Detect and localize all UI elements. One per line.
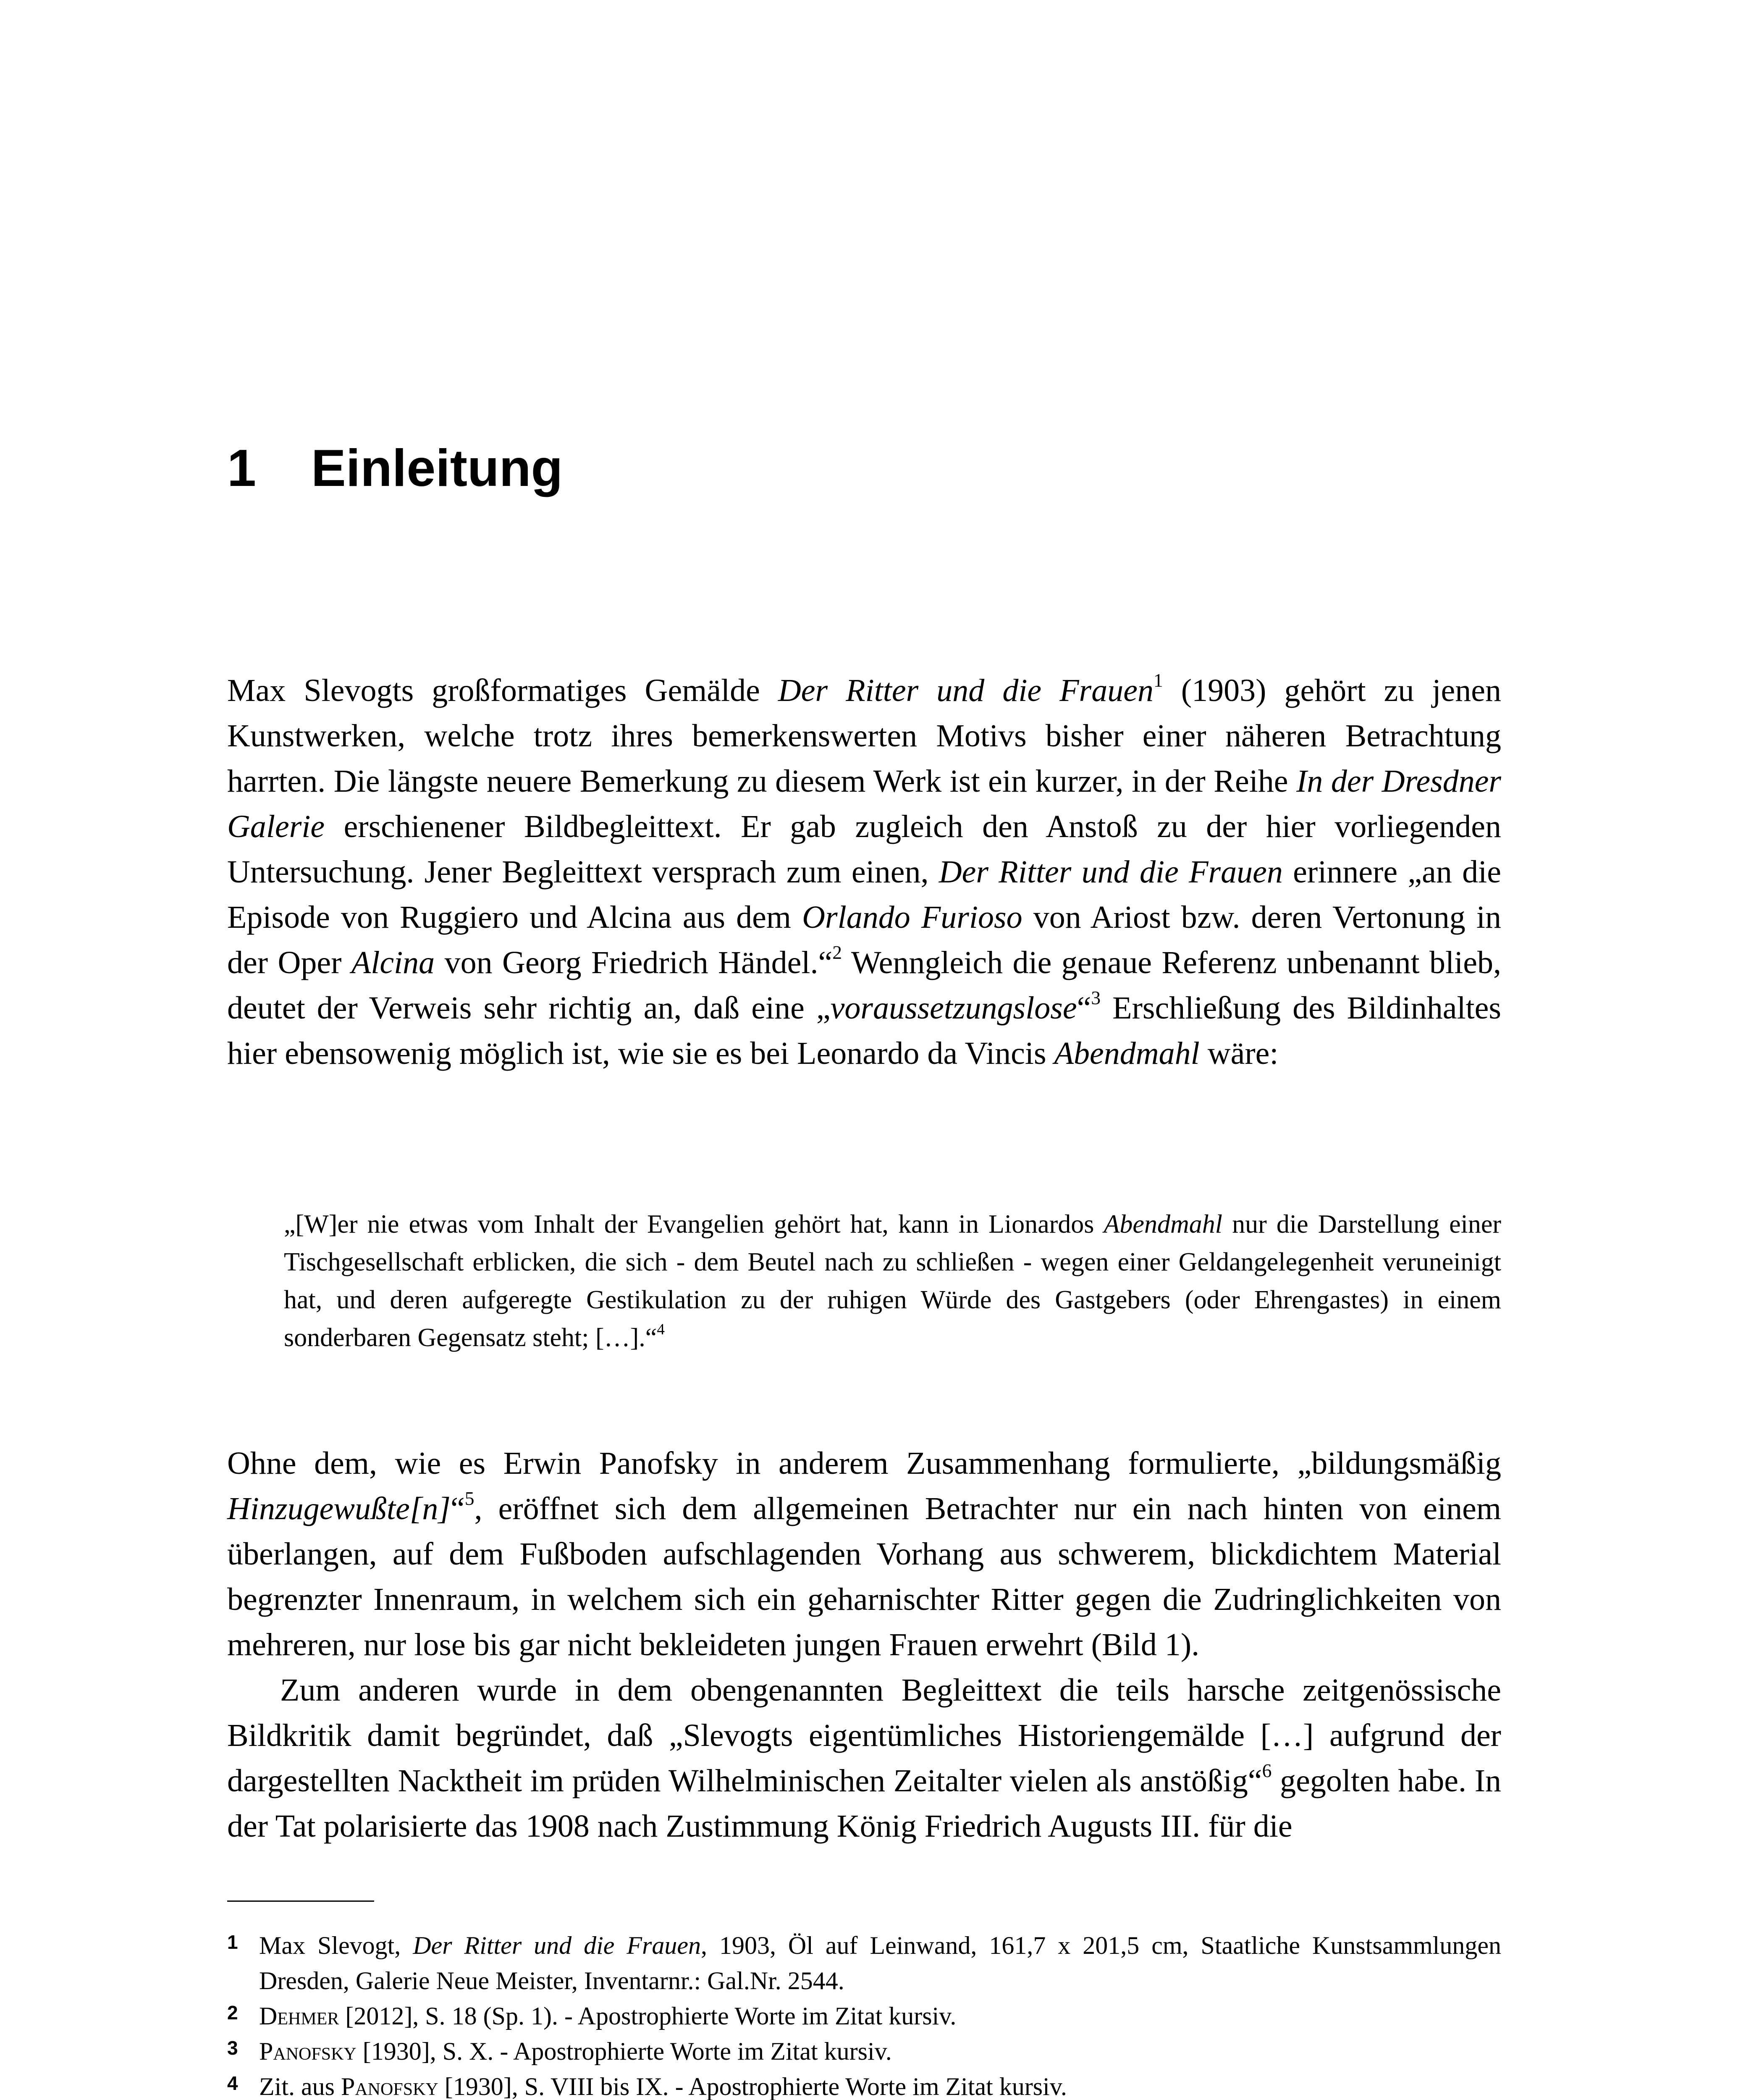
text-run: [2012], S. 18 (Sp. 1). - Apostrophierte Worte im Zitat kursiv.: [339, 2002, 957, 2030]
footnote-ref[interactable]: 6: [1262, 1759, 1272, 1781]
text-run: nur die Darstellung einer Tischgesellschaft erblicken, die sich - dem Beutel nach zu schließen - wegen einer Geldangelegenheit veruneinigt hat, und deren aufgeregte Gestikulation zu der ruhigen Würde des Gastgebers (oder Ehrengastes) in einem sonderbaren Gegensatz steht; […].“: [284, 1210, 1502, 1352]
text-run: wäre:: [1199, 1036, 1279, 1071]
chapter-number: 1: [227, 439, 256, 497]
footnote-ref[interactable]: 1: [1153, 669, 1163, 691]
footnote-ref[interactable]: 4: [657, 1321, 665, 1339]
text-run: erinnere „an die Episode von Ruggiero und Alcina aus dem: [227, 854, 1502, 935]
footnote-4: [227, 2069, 1501, 2100]
paragraph-intro: [227, 668, 1501, 1076]
author-name: Panofsky: [259, 2037, 357, 2065]
text-run: gegolten habe. In der Tat polarisierte das 1908 nach Zustimmung König Friedrich Augusts III. für die: [227, 1763, 1501, 1844]
footnote-number: 3: [227, 2037, 238, 2059]
text-run: Zit. aus: [259, 2073, 341, 2100]
text-run: Wenngleich die genaue Referenz unbenannt blieb, deutet der Verweis sehr richtig an, daß eine „: [227, 945, 1501, 1026]
footnote-ref[interactable]: 2: [832, 941, 842, 963]
quoted-term: voraussetzungslose: [830, 990, 1077, 1026]
footnote-number: 4: [227, 2072, 238, 2094]
chapter-title: Einleitung: [311, 439, 563, 497]
artwork-title: Der Ritter und die Frauen: [778, 673, 1154, 708]
paragraph-panofsky: [227, 1441, 1501, 1667]
work-title: Orlando Furioso: [802, 900, 1022, 935]
footnotes: [227, 1928, 1501, 2100]
text-run: [1930], S. X. - Apostrophierte Worte im Zitat kursiv.: [356, 2037, 892, 2065]
text-run: von Ariost bzw. deren Vertonung in der Oper: [227, 900, 1501, 980]
artwork-title: Der Ritter und die Frauen: [413, 1932, 701, 1959]
footnote-separator: [227, 1900, 374, 1902]
text-run: (1903) gehört zu jenen Kunstwerken, welche trotz ihres bemerkenswerten Motivs bisher einer näheren Betrachtung harrten. Die längste neuere Bemerkung zu diesem Werk ist ein kurzer, in der Reihe: [227, 673, 1502, 799]
artwork-title: Der Ritter und die Frauen: [939, 854, 1283, 890]
footnote-1: [227, 1928, 1501, 1998]
author-name: Panofsky: [341, 2073, 438, 2100]
quoted-term: Hinzugewußte[n]: [227, 1491, 451, 1526]
chapter-heading: [227, 437, 563, 500]
text-run: Erschließung des Bildinhaltes hier ebensowenig möglich ist, wie sie es bei Leonardo da Vincis: [227, 990, 1501, 1071]
footnote-number: 1: [227, 1931, 238, 1953]
footnote-number: 2: [227, 2002, 238, 2024]
footnote-ref[interactable]: 5: [464, 1487, 475, 1509]
text-run: „[W]er nie etwas vom Inhalt der Evangelien gehört hat, kann in Lionardos: [284, 1210, 1104, 1239]
text-run: Ohne dem, wie es Erwin Panofsky in anderem Zusammenhang formulierte, „bildungsmäßig: [227, 1446, 1501, 1481]
text-run: Max Slevogt,: [259, 1932, 413, 1959]
work-title: Alcina: [351, 945, 435, 980]
text-run: “: [451, 1491, 465, 1526]
series-title: In der Dresdner Galerie: [227, 764, 1502, 844]
text-run: , eröffnet sich dem allgemeinen Betrachter nur ein nach hinten von einem überlangen, auf dem Fußboden aufschlagenden Vorhang aus schwerem, blickdichtem Material begrenzter Innenraum, in welchem sich ein geharnischter Ritter gegen die Zudringlichkeiten von mehreren, nur lose bis gar nicht bekleideten jungen Frauen erwehrt (Bild 1).: [227, 1491, 1501, 1662]
text-run: von Georg Friedrich Händel.“: [435, 945, 833, 980]
work-title: Abendmahl: [1104, 1210, 1222, 1239]
text-run: “: [1077, 990, 1091, 1026]
text-run: , 1903, Öl auf Leinwand, 161,7 x 201,5 cm, Staatliche Kunstsammlungen Dresden, Galerie Neue Meister, Inventarnr.: Gal.Nr. 2544.: [259, 1932, 1501, 1995]
text-run: [1930], S. VIII bis IX. - Apostrophierte Worte im Zitat kursiv.: [438, 2073, 1067, 2100]
text-run: Max Slevogts großformatiges Gemälde: [227, 673, 778, 708]
text-run: Zum anderen wurde in dem obengenannten Begleittext die teils harsche zeitgenössische Bildkritik damit begründet, daß „Slevogts eigentümliches Historiengemälde […] aufgrund der dargestellten Nacktheit im prüden Wilhelminischen Zeitalter vielen als anstößig“: [227, 1672, 1501, 1798]
paragraph-criticism: [227, 1667, 1501, 1849]
block-quote: [284, 1205, 1501, 1357]
footnote-2: [227, 1998, 1501, 2034]
footnote-ref[interactable]: 3: [1091, 987, 1101, 1008]
work-title: Abendmahl: [1054, 1036, 1200, 1071]
footnote-3: [227, 2034, 1501, 2069]
author-name: Dehmer: [259, 2002, 339, 2030]
text-run: erschienener Bildbegleittext. Er gab zugleich den Anstoß zu der hier vorliegenden Untersuchung. Jener Begleittext versprach zum einen,: [227, 809, 1501, 890]
